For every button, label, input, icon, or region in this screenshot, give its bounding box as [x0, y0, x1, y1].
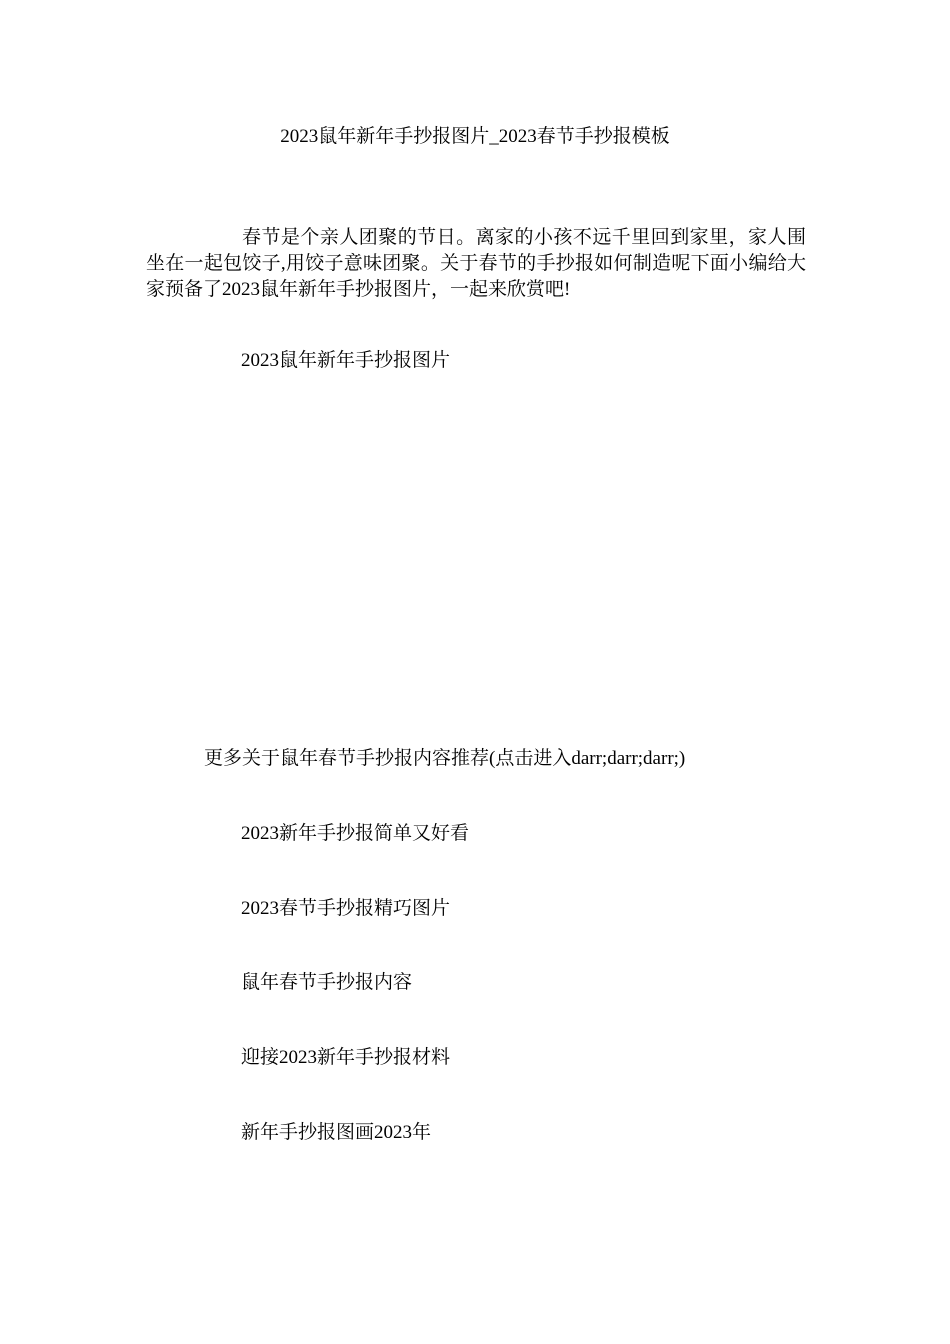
intro-paragraph: 春节是个亲人团聚的节日。离家的小孩不远千里回到家里，家人围坐在一起包饺子,用饺子意味团聚。关于春节的手抄报如何制造呢下面小编给大家预备了2023鼠年新年手抄报图片，一起来欣赏吧! [146, 227, 806, 300]
recommendation-link-3[interactable]: 鼠年春节手抄报内容 [241, 972, 413, 993]
recommendation-link-4[interactable]: 迎接2023新年手抄报材料 [241, 1047, 451, 1068]
image-placeholder [146, 390, 806, 730]
more-recommendations-heading: 更多关于鼠年春节手抄报内容推荐(点击进入darr;darr;darr;) [204, 748, 686, 769]
recommendation-link-1[interactable]: 2023新年手抄报简单又好看 [241, 823, 470, 844]
recommendation-link-5[interactable]: 新年手抄报图画2023年 [241, 1122, 432, 1143]
recommendation-link-2[interactable]: 2023春节手抄报精巧图片 [241, 898, 451, 919]
document-title: 2023鼠年新年手抄报图片_2023春节手抄报模板 [280, 126, 670, 147]
image-caption: 2023鼠年新年手抄报图片 [241, 350, 451, 371]
